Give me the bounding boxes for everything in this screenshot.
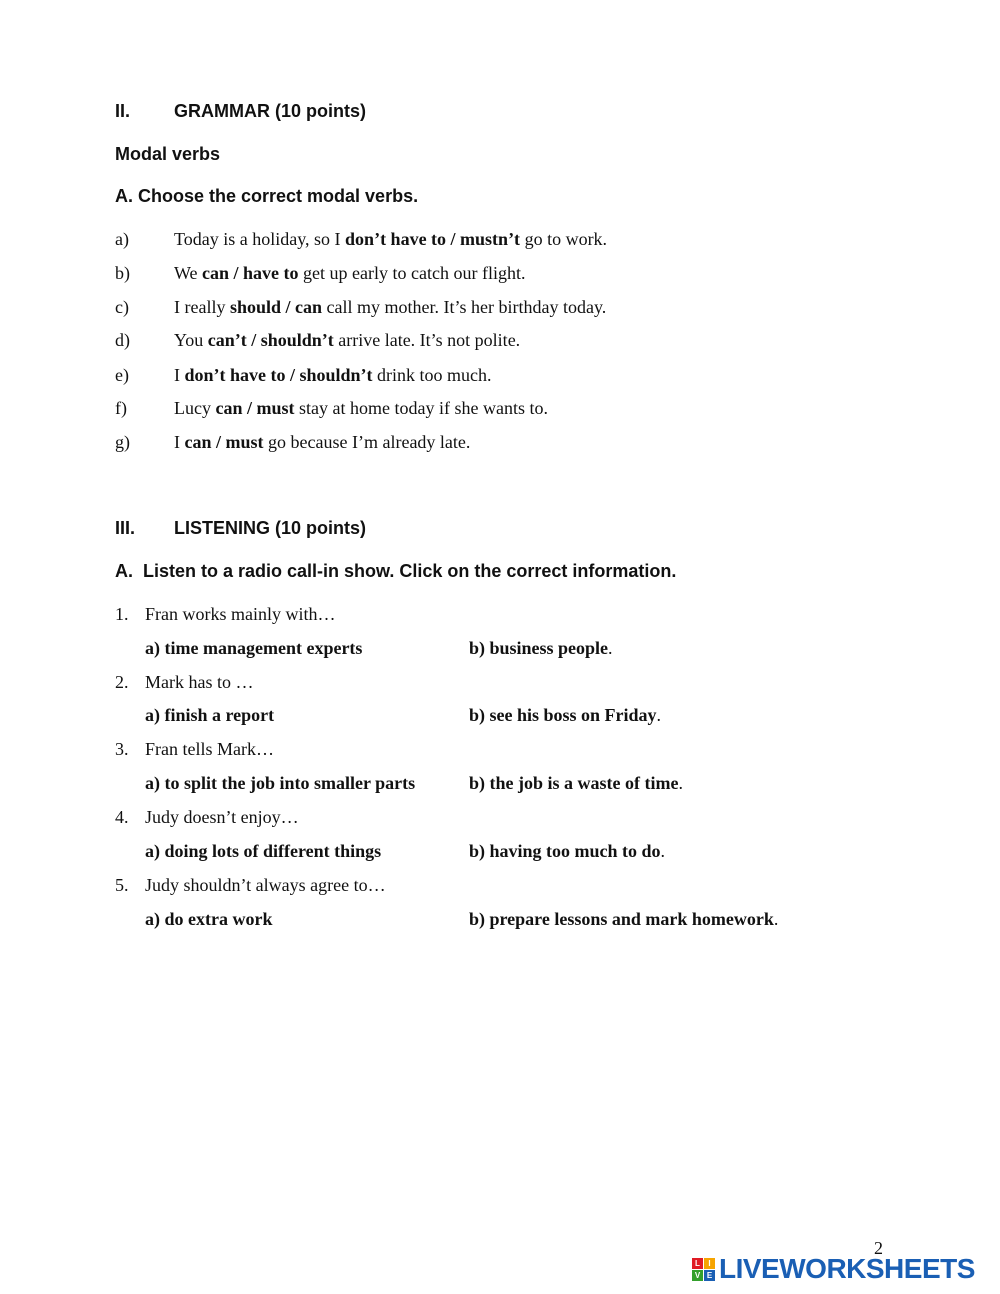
option-a[interactable]: a) doing lots of different things — [145, 841, 382, 861]
modal-choice[interactable]: don’t have to / shouldn’t — [184, 365, 373, 385]
logo-grid-icon — [692, 1258, 715, 1281]
item-sentence — [174, 432, 470, 453]
option-b-wrap — [469, 909, 778, 930]
item-pre: Lucy — [174, 398, 216, 418]
item-post: stay at home today if she wants to. — [294, 398, 548, 418]
option-b-wrap — [469, 705, 661, 726]
option-b-period: . — [678, 773, 683, 793]
modal-choice[interactable]: should / can — [229, 297, 323, 317]
logo-text: LIVEWORKSHEETS — [719, 1253, 975, 1284]
listening-heading: LISTENING (10 points) — [174, 518, 367, 538]
question-text: Mark has to … — [145, 672, 254, 692]
item-letter: g) — [115, 432, 130, 452]
grammar-heading: GRAMMAR (10 points) — [174, 101, 366, 121]
item-sentence — [174, 297, 606, 318]
option-a[interactable]: a) time management experts — [145, 638, 363, 658]
item-sentence — [174, 263, 525, 284]
question-number: 3. — [115, 739, 129, 759]
question-number: 4. — [115, 807, 129, 827]
logo-grid-cell: V — [692, 1270, 703, 1281]
logo-grid-cell: I — [704, 1258, 715, 1269]
item-post: get up early to catch our flight. — [298, 263, 526, 283]
option-b[interactable]: b) prepare lessons and mark homework — [469, 909, 774, 929]
question-number: 2. — [115, 672, 129, 692]
question-text: Fran tells Mark… — [145, 739, 274, 759]
option-b-period: . — [656, 705, 662, 725]
item-pre: Today is a holiday, so I — [174, 229, 346, 249]
modal-choice[interactable]: can’t / shouldn’t — [207, 330, 334, 350]
option-a[interactable]: a) do extra work — [145, 909, 273, 929]
option-b[interactable]: b) the job is a waste of time — [469, 773, 679, 793]
listening-roman: III. — [115, 518, 136, 538]
grammar-roman: II. — [115, 101, 131, 121]
logo-grid-cell: L — [692, 1258, 703, 1269]
item-pre: I — [174, 432, 185, 452]
liveworksheets-logo — [692, 1255, 975, 1283]
grammar-instruction: A. Choose the correct modal verbs. — [115, 186, 419, 206]
item-pre: We — [174, 263, 203, 283]
item-sentence — [174, 229, 607, 250]
logo-grid-cell: E — [704, 1270, 715, 1281]
option-b-wrap — [469, 773, 683, 794]
item-pre: I — [174, 365, 185, 385]
item-letter: a) — [115, 229, 129, 249]
modal-choice[interactable]: can / have to — [202, 263, 299, 283]
page-number: 2 — [874, 1238, 883, 1258]
question-number: 1. — [115, 604, 129, 624]
item-letter: b) — [115, 263, 130, 283]
item-letter: e) — [115, 365, 129, 385]
modal-choice[interactable]: don’t have to / mustn’t — [345, 229, 521, 249]
item-post: call my mother. It’s her birthday today. — [322, 297, 607, 317]
item-post: drink too much. — [372, 365, 492, 385]
question-text: Judy doesn’t enjoy… — [145, 807, 299, 827]
item-sentence — [174, 330, 520, 351]
option-a[interactable]: a) finish a report — [145, 705, 275, 725]
item-post: arrive late. It’s not polite. — [333, 330, 521, 350]
item-sentence — [174, 398, 548, 419]
option-b-period: . — [773, 909, 779, 929]
listening-instruction: A. Listen to a radio call-in show. Click on the correct information. — [115, 561, 677, 581]
option-b[interactable]: b) business people — [469, 638, 609, 658]
option-b[interactable]: b) see his boss on Friday — [469, 705, 657, 725]
question-text: Judy shouldn’t always agree to… — [145, 875, 386, 895]
item-sentence — [174, 365, 492, 386]
option-b-wrap — [469, 841, 665, 862]
item-pre: You — [174, 330, 208, 350]
option-b[interactable]: b) having too much to do — [469, 841, 661, 861]
option-b-period: . — [608, 638, 613, 658]
item-post: go to work. — [520, 229, 608, 249]
option-b-period: . — [660, 841, 666, 861]
question-text: Fran works mainly with… — [145, 604, 336, 624]
grammar-subheading: Modal verbs — [115, 144, 221, 164]
option-b-wrap — [469, 638, 613, 659]
item-letter: c) — [115, 297, 129, 317]
item-letter: f) — [115, 398, 127, 418]
item-letter: d) — [115, 330, 130, 350]
question-number: 5. — [115, 875, 129, 895]
modal-choice[interactable]: can / must — [184, 432, 264, 452]
modal-choice[interactable]: can / must — [215, 398, 295, 418]
item-post: go because I’m already late. — [263, 432, 471, 452]
item-pre: I really — [174, 297, 230, 317]
option-a[interactable]: a) to split the job into smaller parts — [145, 773, 416, 793]
